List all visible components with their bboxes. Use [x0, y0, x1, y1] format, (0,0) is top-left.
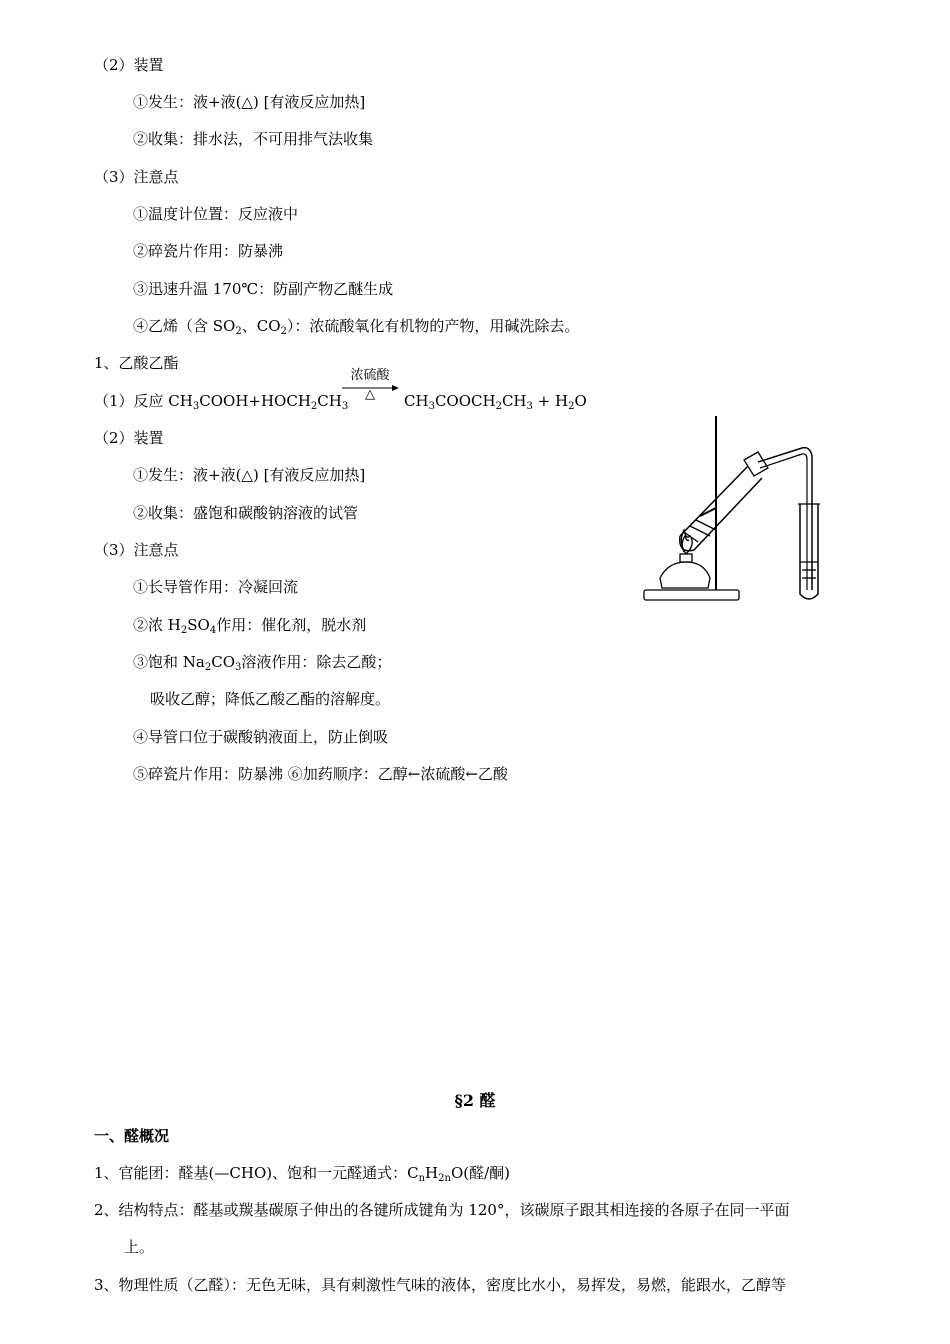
note-sodium-carbonate: ③饱和 $Na_2CO_3$溶液作用：除去乙酸；: [133, 653, 392, 673]
catalyst-label: 浓硫酸: [350, 368, 390, 383]
aldehyde-structure: 2、结构特点：醛基或羰基碳原子伸出的各键所成键角为 120°，该碳原子跟其相连接的各原子在同一平面: [94, 1201, 790, 1219]
note-tube-position: ④导管口位于碳酸钠液面上，防止倒吸: [133, 728, 389, 746]
note-porcelain-order: ⑤碎瓷片作用：防暴沸 ⑥加药顺序：乙醇←浓硫酸←乙酸: [133, 765, 508, 783]
note-sulfuric-acid: ②浓 $H_2SO_4$作用：催化剂，脱水剂: [133, 616, 367, 636]
reaction-equation-left: （1）反应 $CH_3COOH+HOCH_2CH_3$: [94, 392, 349, 412]
section-title-aldehyde: §2 醛: [454, 1091, 496, 1110]
note-long-tube: ①长导管作用：冷凝回流: [133, 578, 299, 596]
device-collection-text: ②收集：排水法，不可用排气法收集: [133, 130, 374, 148]
reaction-equation-right: $CH_3COOCH_2CH_3 + H_2O$: [404, 392, 587, 412]
ethyl-acetate-heading: 1、乙酸乙酯: [94, 354, 179, 372]
esterification-apparatus-illustration: [640, 412, 825, 607]
section-device-heading: （2）装置: [94, 56, 164, 74]
ester-device-heading: （2）装置: [94, 429, 164, 447]
note-ethylene: ④乙烯（含 $SO_2$、$CO_2$）：浓硫酸氧化有机物的产物，用碱洗除去。: [133, 317, 580, 337]
note-porcelain: ②碎瓷片作用：防暴沸: [133, 242, 284, 260]
note-heating: ③迅速升温 170℃：防副产物乙醚生成: [133, 280, 394, 298]
ester-generation-text: ①发生：液+液(△) [有液反应加热]: [133, 466, 366, 484]
heat-label: △: [365, 387, 375, 402]
aldehyde-functional-group: 1、官能团：醛基(—CHO)、饱和一元醛通式：$C_nH_{2n}O$(醛/酮): [94, 1164, 511, 1184]
note-sodium-carbonate-cont: 吸收乙醇；降低乙酸乙酯的溶解度。: [150, 690, 391, 708]
ester-collection-text: ②收集：盛饱和碳酸钠溶液的试管: [133, 504, 359, 522]
aldehyde-structure-cont: 上。: [124, 1238, 155, 1256]
ester-notes-heading: （3）注意点: [94, 541, 179, 559]
reaction-arrow: [340, 366, 400, 406]
aldehyde-overview-heading: 一、醛概况: [94, 1127, 170, 1145]
note-thermometer: ①温度计位置：反应液中: [133, 205, 299, 223]
aldehyde-physical-properties: 3、物理性质（乙醛）：无色无味，具有刺激性气味的液体，密度比水小，易挥发，易燃，能跟水，乙醇等: [94, 1276, 787, 1294]
notes-heading: （3）注意点: [94, 168, 179, 186]
device-generation-text: ①发生：液+液(△) [有液反应加热]: [133, 93, 366, 111]
